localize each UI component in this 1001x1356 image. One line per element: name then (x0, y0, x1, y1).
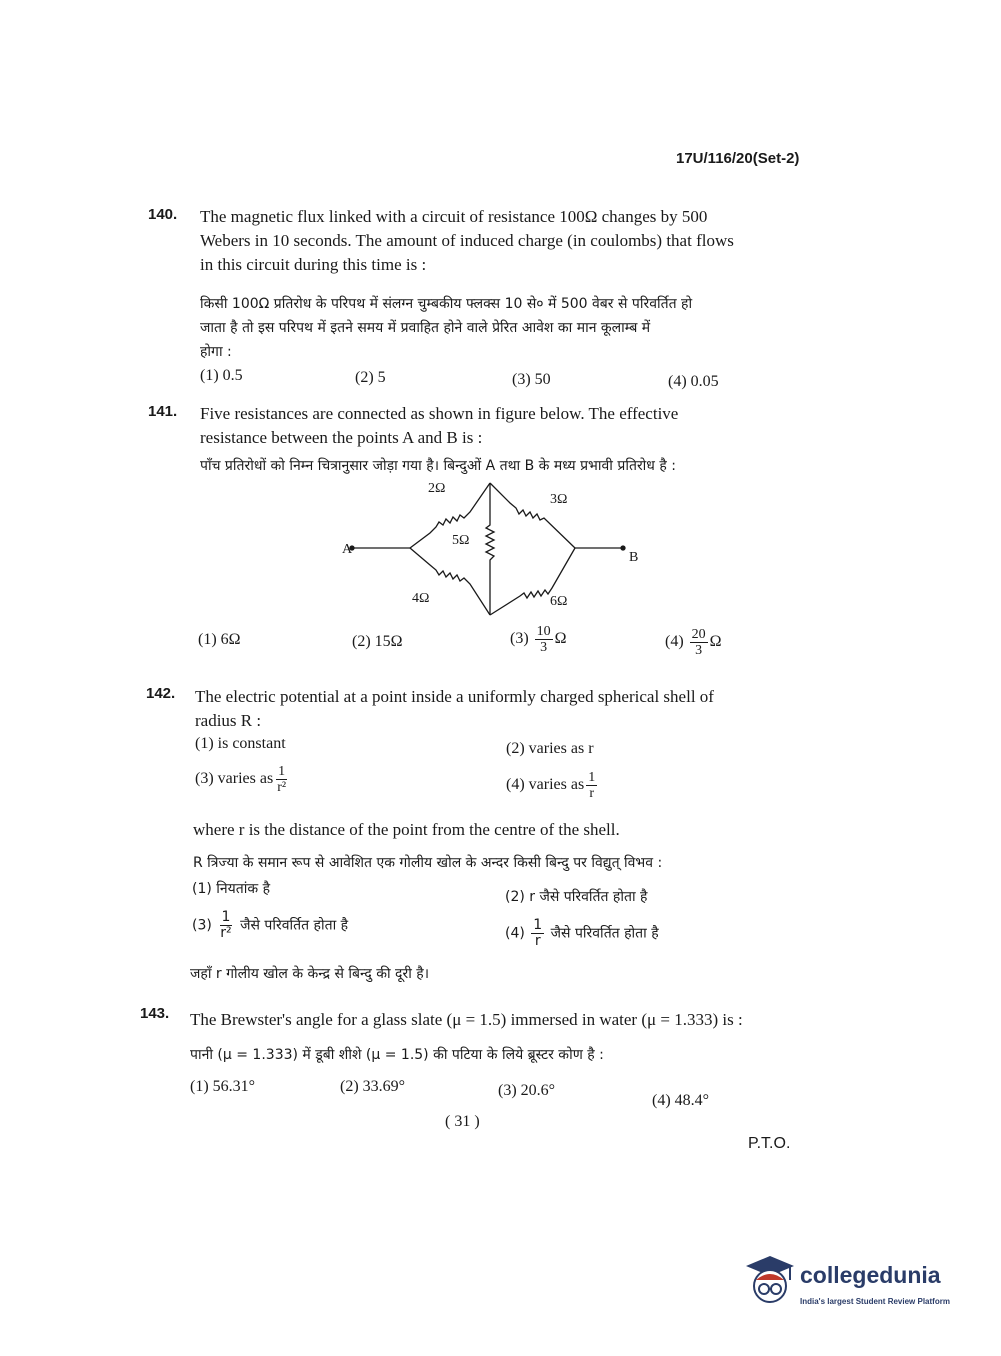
q142-hindi-text: R त्रिज्या के समान रूप से आवेशित एक गोलीय खोल के अन्दर किसी बिन्दु पर विद्युत् विभव : (193, 855, 663, 871)
pto-label: P.T.O. (748, 1135, 791, 1152)
label-point-b: B (629, 550, 639, 565)
q142-option-3: (3) varies as $\frac{1}{\text{r²}}$ (195, 764, 287, 795)
label-5-ohm: 5Ω (452, 533, 470, 548)
brand-tagline: India's largest Student Review Platform (800, 1297, 950, 1306)
q143-option-4: (4) 48.4° (652, 1092, 710, 1109)
page-number: ( 31 ) (445, 1113, 480, 1130)
q143-option-1: (1) 56.31° (190, 1078, 256, 1095)
q140-option-1: (1) 0.5 (200, 367, 243, 384)
terminal-b (621, 546, 625, 550)
q141-option-1: (1) 6Ω (198, 631, 241, 648)
q142-hindi-note: जहाँ r गोलीय खोल के केन्द्र से बिन्दु की दूरी है। (190, 966, 430, 982)
q142-hindi-option-3: (3) $\frac{1}{\text{r²}}$ जैसे परिवर्तित होता है (192, 909, 349, 941)
q142-option-2: (2) varies as r (506, 740, 594, 757)
label-point-a: A (342, 542, 353, 557)
paper-code: 17U/116/20(Set-2) (676, 150, 800, 167)
resistor-2-ohm (410, 483, 490, 548)
label-4-ohm: 4Ω (412, 591, 430, 606)
q140-option-3: (3) 50 (512, 371, 551, 388)
q140-hindi-text: किसी 100Ω प्रतिरोध के परिपथ में संलग्न चुम्बकीय फ्लक्स 10 से० में 500 वेबर से परिवर्तित हो जाता है तो इस परिपथ में इतने समय में प्रवाहित होने वाले प्रेरित आवेश का मान कूलाम्ब में होगा : (200, 296, 693, 360)
q142-hindi-option-1: (1) नियतांक है (192, 881, 271, 897)
q143-option-3: (3) 20.6° (498, 1082, 556, 1099)
label-6-ohm: 6Ω (550, 594, 568, 609)
question-number-140: 140. (148, 206, 178, 223)
resistor-5-ohm (486, 483, 494, 615)
q141-hindi-text: पाँच प्रतिरोधों को निम्न चित्रानुसार जोड़ा गया है। बिन्दुओं A तथा B के मध्य प्रभावी प्रतिरोध है : (200, 458, 676, 474)
q142-hindi-option-4: (4) $\frac{1}{r}$ जैसे परिवर्तित होता है (505, 917, 659, 949)
q142-option-1: (1) is constant (195, 735, 286, 752)
collegedunia-mascot-icon (742, 1252, 798, 1308)
question-number-141: 141. (148, 403, 178, 420)
brand-name: collegedunia (800, 1262, 941, 1288)
q143-option-2: (2) 33.69° (340, 1078, 406, 1095)
q142-option-4: (4) varies as $\frac{1}{r}$ (506, 770, 596, 801)
label-3-ohm: 3Ω (550, 492, 568, 507)
q142-english-note: where r is the distance of the point from the centre of the shell. (193, 820, 620, 839)
q142-hindi-option-2: (2) r जैसे परिवर्तित होता है (505, 889, 648, 905)
q141-option-4: (4) $\frac{20}{3}$ Ω (665, 627, 722, 658)
label-2-ohm: 2Ω (428, 481, 446, 496)
q143-hindi-text: पानी (μ = 1.333) में डूबी शीशे (μ = 1.5) की पटिया के लिये ब्रूस्टर कोण है : (190, 1047, 604, 1063)
q142-english-text: The electric potential at a point inside a uniformly charged spherical shell of radius R : (195, 687, 714, 730)
resistor-circuit-diagram (330, 470, 670, 620)
q140-option-4: (4) 0.05 (668, 373, 719, 390)
q141-option-2: (2) 15Ω (352, 633, 403, 650)
q141-option-3: (3) $\frac{10}{3}$ Ω (510, 624, 567, 655)
question-number-143: 143. (140, 1005, 170, 1022)
q140-option-2: (2) 5 (355, 369, 386, 386)
question-number-142: 142. (146, 685, 176, 702)
q143-english-text: The Brewster's angle for a glass slate (μ = 1.5) immersed in water (μ = 1.333) is : (190, 1010, 743, 1029)
q140-english-text: The magnetic flux linked with a circuit of resistance 100Ω changes by 500 Webers in 10 seconds. The amount of induced charge (in coulombs) that flows in this circuit during this time is : (200, 207, 734, 274)
q141-english-text: Five resistances are connected as shown in figure below. The effective resistance between the points A and B is : (200, 404, 679, 447)
